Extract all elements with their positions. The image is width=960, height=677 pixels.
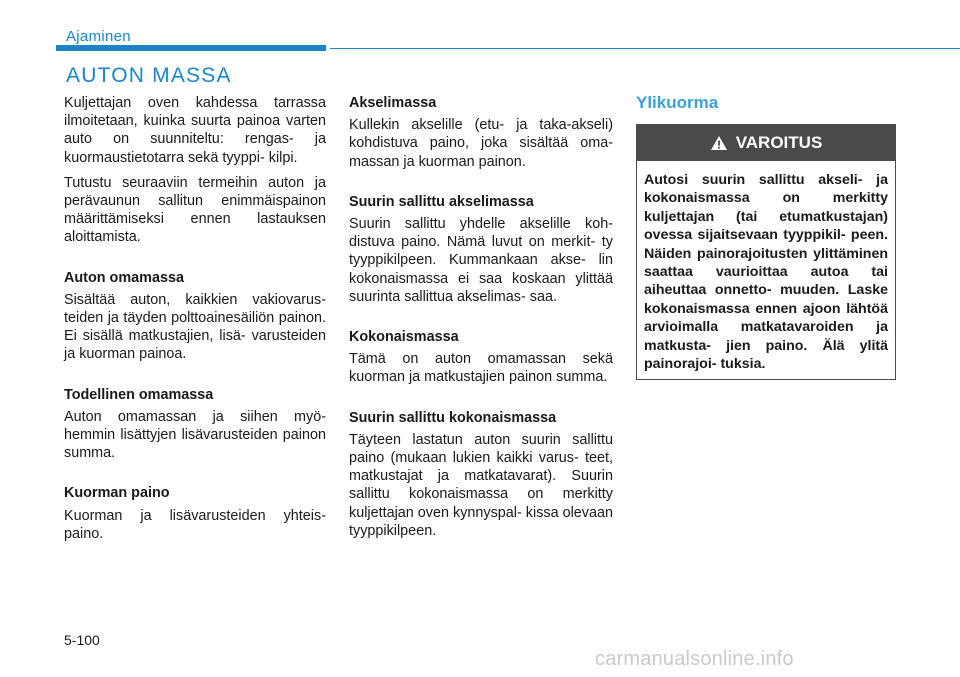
header-rule-thick [56, 45, 326, 51]
term-heading: Kuorman paino [64, 485, 170, 502]
term-heading: Todellinen omamassa [64, 386, 214, 403]
subsection-title: Ylikuorma [636, 93, 719, 112]
left-column [64, 94, 326, 550]
warning-label: VAROITUS [735, 133, 823, 152]
term-definition: Kuorman ja lisävarusteiden yhteis- paino. [64, 507, 326, 542]
intro-paragraph-1: Kuljettajan oven kahdessa tarrassa ilmoitetaan, kuinka suurta painoa varten auto on suunniteltu: rengas- ja kuormaustietotarra sekä tyyppi- kilpi. [64, 95, 326, 166]
page-title: AUTON MASSA [66, 64, 232, 87]
term-heading: Kokonaismassa [349, 329, 459, 346]
term-definition: Auton omamassan ja siihen myö- hemmin lisättyjen lisävarusteiden painon summa. [64, 408, 326, 462]
term-definition: Kullekin akselille (etu- ja taka-akseli) kohdistuva paino, joka sisältää oma- massan ja kuorman painon. [349, 117, 613, 170]
middle-column [349, 94, 613, 547]
page-number: 5-100 [64, 632, 100, 648]
term-definition: Sisältää auton, kaikkien vakiovarus- teiden ja täyden polttoainesäiliön painon. Ei sisällä matkustajien, lisä- varusteiden ja kuorman painoa. [64, 291, 326, 363]
term-heading: Suurin sallittu kokonaismassa [349, 409, 557, 426]
warning-triangle-icon [710, 135, 728, 151]
warning-box [636, 124, 896, 380]
term-definition: Suurin sallittu yhdelle akselille koh- distuva paino. Nämä luvut on merkit- ty tyyppikilpeen. Kummankaan akse- lin kokonaismassa ei saa koskaan ylittää suurinta sallittua akselimas- saa. [349, 216, 613, 305]
warning-header [637, 125, 895, 161]
term-heading: Akselimassa [349, 95, 437, 111]
watermark: carmanualsonline.info [595, 648, 794, 670]
term-heading: Auton omamassa [64, 269, 184, 286]
term-heading: Suurin sallittu akselimassa [349, 193, 534, 210]
right-column [636, 94, 896, 112]
intro-paragraph-2: Tutustu seuraaviin termeihin auton ja perävaunun sallitun enimmäispainon määrittämiseksi ennen lastauksen aloittamista. [64, 174, 326, 246]
header-rule-thin [330, 48, 960, 49]
warning-text: Autosi suurin sallittu akseli- ja kokonaismassa on merkitty kuljettajan (tai etumatkustajan) ovessa sijaitsevaan tyyppikil- peen. Näiden painorajoitusten ylittäminen saattaa vaurioittaa autoa tai aiheuttaa onnetto- muuden. Laske kokonaismassa ennen ajoon lähtöä arvioimalla matkatavaroiden ja matkusta- jien paino. Älä ylitä painorajoi- tuksia. [644, 172, 888, 373]
term-definition: Täyteen lastatun auton suurin sallittu paino (mukaan lukien kaikki varus- teet, matkustajat ja matkatavarat). Suurin sallittu kokonaismassa on merkitty kuljettajan oven kynnyspal- kissa olevaan tyyppikilpeen. [349, 431, 613, 539]
term-definition: Tämä on auton omamassan sekä kuorman ja matkustajien painon summa. [349, 351, 613, 386]
section-header: Ajaminen [66, 28, 131, 45]
